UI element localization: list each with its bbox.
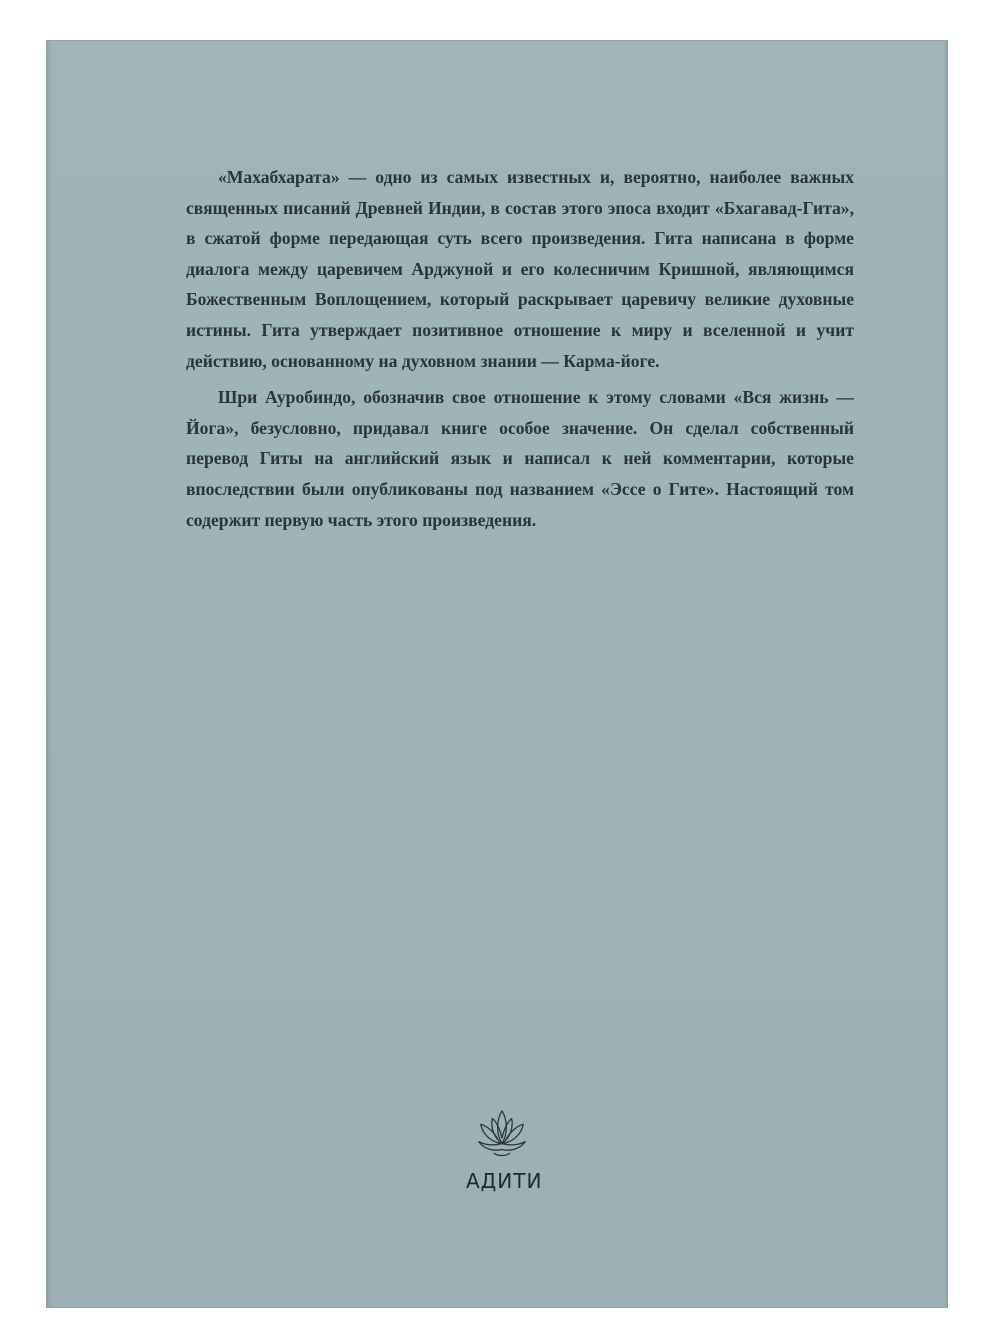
lotus-icon <box>473 1105 531 1163</box>
publisher-name: АДИТИ <box>466 1169 543 1193</box>
description-text <box>186 162 854 535</box>
back-cover <box>46 40 948 1308</box>
cover-edge-right <box>944 40 948 1308</box>
cover-edge-left <box>46 40 52 1308</box>
description-paragraph-2: Шри Ауробиндо, обозначив свое отношение к этому словами «Вся жизнь — Йога», безусловно, придавал книге особое значение. Он сделал собственный перевод Гиты на английский язык и написал к ней комментарии, которые впоследствии были опубликованы под названием «Эссе о Гите». Настоящий том содержит первую часть этого произведения. <box>186 387 854 530</box>
description-paragraph-1: «Махабхарата» — одно из самых известных и, вероятно, наиболее важных священных писаний Древней Индии, в состав этого эпоса входит «Бхагавад-Гита», в сжатой форме передающая суть всего произведения. Гита написана в форме диалога между царевичем Арджуной и его колесничим Кришной, являющимся Божественным Воплощением, который раскрывает царевичу великие духовные истины. Гита утверждает позитивное отношение к миру и вселенной и учит действию, основанному на духовном знании — Карма-йоге. <box>186 167 854 371</box>
publisher-logo <box>466 1105 543 1193</box>
